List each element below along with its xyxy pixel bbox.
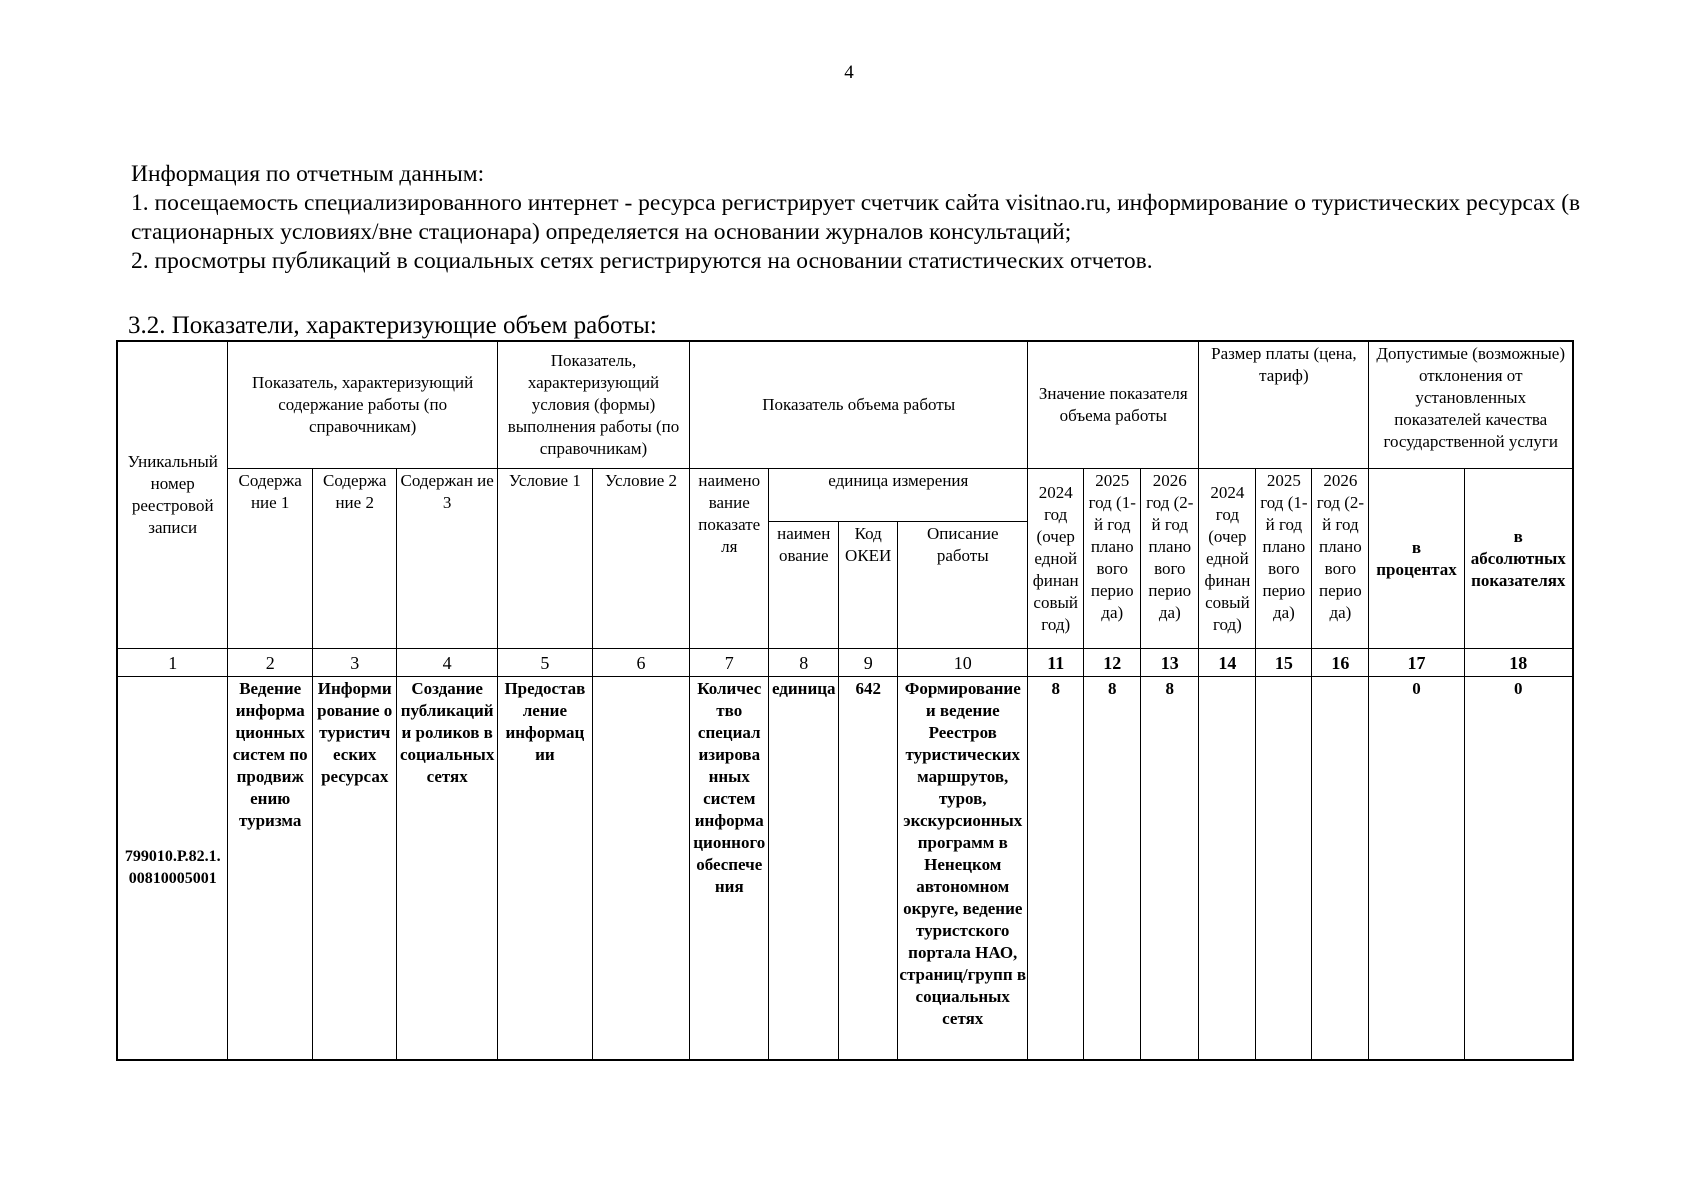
column-number: 17 — [1369, 649, 1464, 677]
reporting-info — [131, 160, 1611, 276]
header-fee-2026: 2026 год (2-й год плано вого перио да) — [1312, 469, 1369, 649]
header-unit-group: единица измерения — [769, 469, 1028, 522]
header-okei-code: Код ОКЕИ — [839, 522, 898, 649]
cell-fee-2024 — [1199, 677, 1256, 1061]
header-value-2026: 2026 год (2-й год плано вого перио да) — [1141, 469, 1199, 649]
volume-indicators-table — [116, 340, 1574, 1061]
cell-fee-2026 — [1312, 677, 1369, 1061]
column-number: 6 — [592, 649, 689, 677]
column-number: 16 — [1312, 649, 1369, 677]
cell-content-3: Создание публикаций и роликов в социальных сетях — [397, 677, 497, 1061]
cell-unique-number: 799010.Р.82.1. 00810005001 — [117, 677, 228, 1061]
header-condition-2: Условие 2 — [592, 469, 689, 649]
column-number: 3 — [312, 649, 397, 677]
header-value-2025: 2025 год (1-й год плано вого перио да) — [1084, 469, 1141, 649]
cell-condition-2 — [592, 677, 689, 1061]
header-value-2024: 2024 год (очер едной финан совый год) — [1028, 469, 1084, 649]
header-fee-2024: 2024 год (очер едной финан совый год) — [1199, 469, 1256, 649]
section-title: 3.2. Показатели, характеризующие объем работы: — [128, 312, 657, 339]
cell-unit-name: единица — [769, 677, 839, 1061]
cell-value-2024: 8 — [1028, 677, 1084, 1061]
header-deviation-percent: в процентах — [1369, 469, 1464, 649]
table-row — [117, 677, 1573, 1061]
column-number: 13 — [1141, 649, 1199, 677]
cell-deviation-absolute: 0 — [1464, 677, 1573, 1061]
header-condition-1: Условие 1 — [497, 469, 592, 649]
header-content-2: Содержа ние 2 — [312, 469, 397, 649]
header-work-description: Описание работы — [898, 522, 1028, 649]
column-number: 2 — [228, 649, 313, 677]
header-deviation-absolute: в абсолютных показателях — [1464, 469, 1573, 649]
column-number: 5 — [497, 649, 592, 677]
column-number: 1 — [117, 649, 228, 677]
header-content-group: Показатель, характеризующий содержание работы (по справочникам) — [228, 341, 497, 469]
header-content-1: Содержа ние 1 — [228, 469, 313, 649]
header-fee-2025: 2025 год (1-й год плано вого перио да) — [1256, 469, 1312, 649]
cell-content-1: Ведение информа ционных систем по продвиж ению туризма — [228, 677, 313, 1061]
cell-condition-1: Предостав ление информац ии — [497, 677, 592, 1061]
cell-work-description: Формирование и ведение Реестров туристических маршрутов, туров, экскурсионных программ в Ненецком автономном округе, ведение туристского портала НАО, страниц/групп в социальных сетях — [898, 677, 1028, 1061]
column-number: 9 — [839, 649, 898, 677]
column-number: 4 — [397, 649, 497, 677]
reporting-info-heading: Информация по отчетным данным: — [131, 161, 485, 187]
column-number: 10 — [898, 649, 1028, 677]
cell-fee-2025 — [1256, 677, 1312, 1061]
cell-value-2026: 8 — [1141, 677, 1199, 1061]
cell-value-2025: 8 — [1084, 677, 1141, 1061]
cell-indicator-name: Количес тво специал изирова нных систем информа ционного обеспече ния — [690, 677, 769, 1061]
column-number: 15 — [1256, 649, 1312, 677]
reporting-info-line-2: 2. просмотры публикаций в социальных сетях регистрируются на основании статистических отчетов. — [131, 248, 1153, 274]
header-indicator-name: наимено вание показате ля — [690, 469, 769, 649]
column-number: 8 — [769, 649, 839, 677]
column-number: 14 — [1199, 649, 1256, 677]
column-number: 11 — [1028, 649, 1084, 677]
column-number: 12 — [1084, 649, 1141, 677]
cell-deviation-percent: 0 — [1369, 677, 1464, 1061]
column-number: 7 — [690, 649, 769, 677]
header-fee-group: Размер платы (цена, тариф) — [1199, 341, 1369, 469]
header-conditions-group: Показатель, характеризующий условия (формы) выполнения работы (по справочникам) — [497, 341, 689, 469]
page-number: 4 — [844, 62, 854, 83]
header-volume-group: Показатель объема работы — [690, 341, 1028, 469]
header-unit-name: наимен ование — [769, 522, 839, 649]
header-deviation-group: Допустимые (возможные) отклонения от установленных показателей качества государственной услуги — [1369, 341, 1573, 469]
header-content-3: Содержан ие 3 — [397, 469, 497, 649]
column-number-row — [117, 649, 1573, 677]
header-unique-number: Уникальный номер реестровой записи — [117, 341, 228, 649]
cell-content-2: Информи рование о туристич еских ресурсах — [312, 677, 397, 1061]
header-value-group: Значение показателя объема работы — [1028, 341, 1199, 469]
reporting-info-line-1: 1. посещаемость специализированного интернет - ресурса регистрирует счетчик сайта visitnao.ru, информирование о туристических ресурсах (в стационарных условиях/вне стационара) определяется на основании журналов консультаций; — [131, 190, 1581, 245]
volume-indicators-table-wrap — [116, 340, 1574, 1061]
cell-okei-code: 642 — [839, 677, 898, 1061]
column-number: 18 — [1464, 649, 1573, 677]
